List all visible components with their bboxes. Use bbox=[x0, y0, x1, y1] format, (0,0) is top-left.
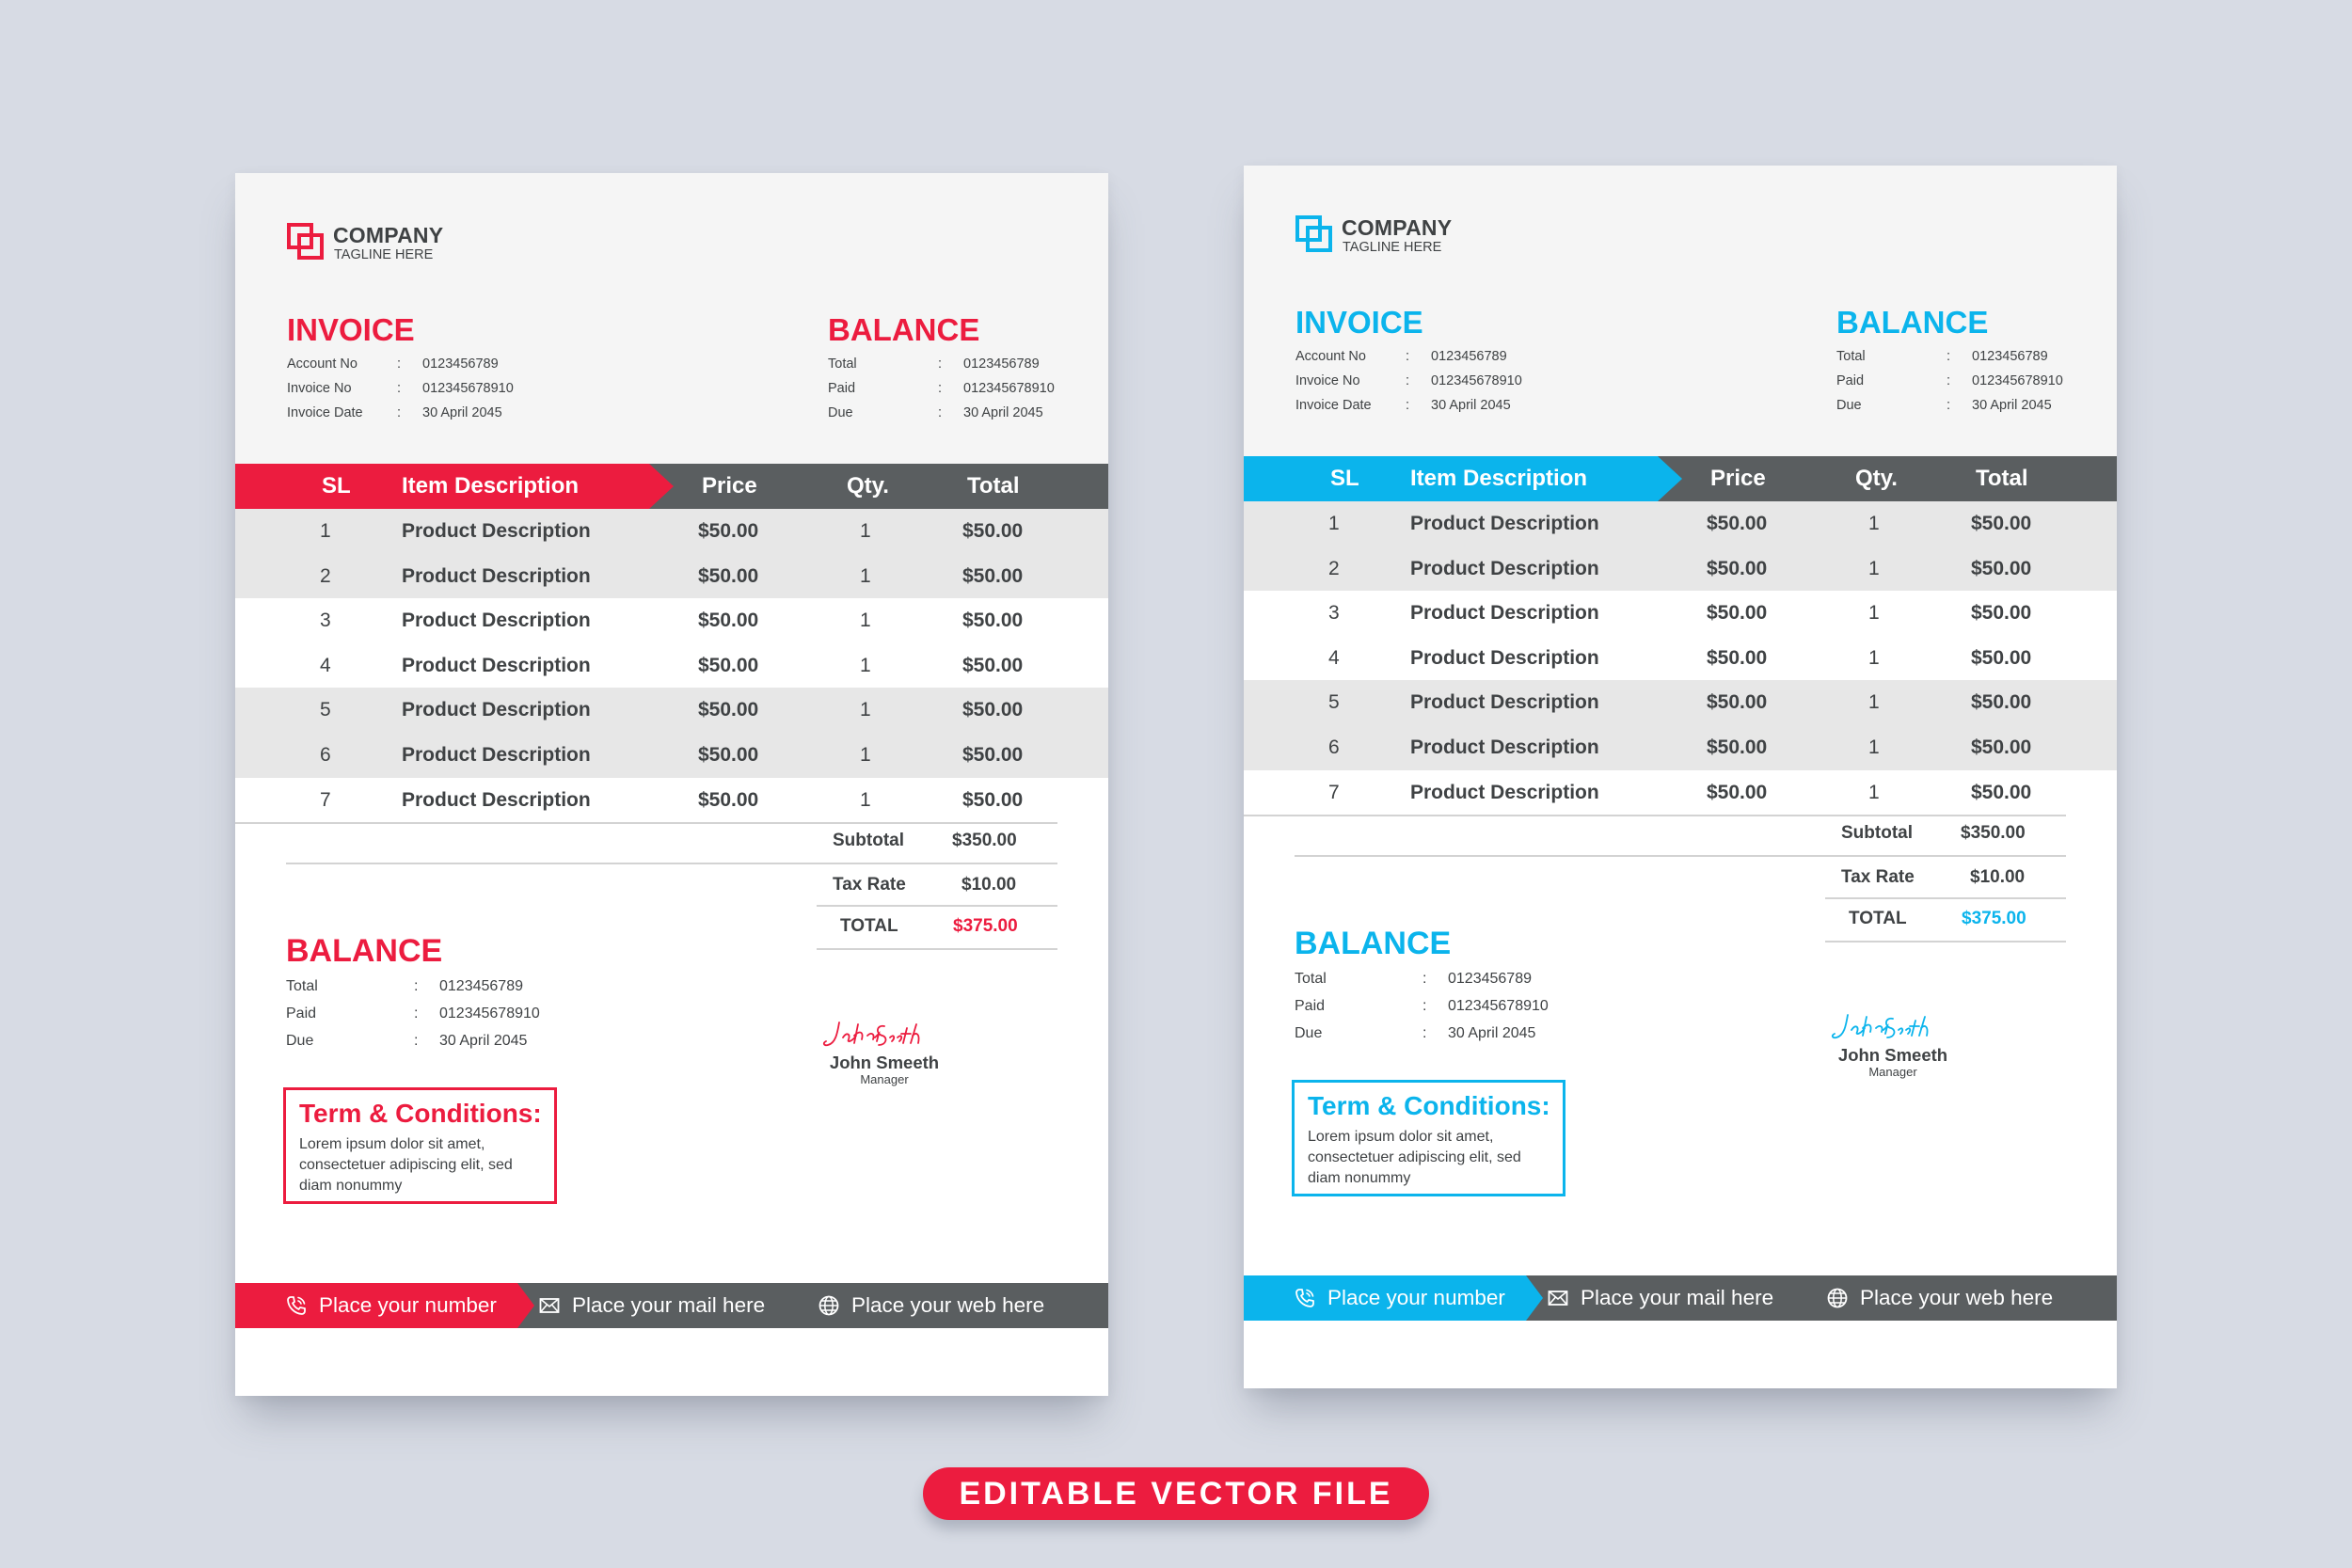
info-label: Invoice No bbox=[287, 381, 352, 396]
info-label: Invoice Date bbox=[1295, 398, 1372, 413]
info-value: 012345678910 bbox=[963, 381, 1055, 396]
cell-description: Product Description bbox=[1410, 646, 1599, 669]
balance-due-row bbox=[286, 1033, 528, 1060]
table-row bbox=[235, 733, 1108, 778]
info-value: 0123456789 bbox=[1972, 349, 2048, 364]
cell-qty: 1 bbox=[860, 699, 871, 721]
cell-total: $50.00 bbox=[1971, 646, 2032, 669]
cell-price: $50.00 bbox=[1707, 781, 1768, 803]
info-sep: : bbox=[397, 405, 402, 420]
info-value: 30 April 2045 bbox=[1972, 398, 2052, 413]
company-tagline: TAGLINE HERE bbox=[1343, 240, 1442, 255]
subtotal-value: $350.00 bbox=[952, 831, 1017, 850]
cell-sl: 6 bbox=[320, 743, 331, 766]
balance-paid-row bbox=[1295, 998, 1549, 1025]
globe-icon bbox=[818, 1294, 840, 1317]
cell-price: $50.00 bbox=[1707, 557, 1768, 579]
table-row bbox=[235, 778, 1057, 825]
mail-text: Place your mail here bbox=[572, 1293, 766, 1317]
table-row bbox=[1244, 546, 2117, 592]
cell-qty: 1 bbox=[1868, 646, 1880, 669]
cell-description: Product Description bbox=[402, 788, 591, 811]
table-body bbox=[235, 509, 1108, 824]
cell-price: $50.00 bbox=[1707, 646, 1768, 669]
info-sep: : bbox=[1947, 398, 1951, 413]
cell-qty: 1 bbox=[860, 654, 871, 676]
header-description: Item Description bbox=[1410, 466, 1588, 491]
cell-qty: 1 bbox=[860, 610, 871, 632]
web-text: Place your web here bbox=[851, 1293, 1045, 1317]
terms-body: Lorem ipsum dolor sit amet, consectetuer adipiscing elit, sed diam nonummy bbox=[1308, 1128, 1521, 1186]
cell-qty: 1 bbox=[1868, 557, 1880, 579]
cell-description: Product Description bbox=[402, 743, 591, 766]
cell-description: Product Description bbox=[402, 564, 591, 587]
tax-value: $10.00 bbox=[1970, 867, 2026, 887]
info-label: Paid bbox=[828, 381, 856, 396]
cell-total: $50.00 bbox=[1971, 513, 2032, 534]
cell-qty: 1 bbox=[860, 520, 871, 542]
info-sep: : bbox=[1406, 349, 1410, 364]
cell-price: $50.00 bbox=[1707, 691, 1768, 714]
balance-due-row bbox=[828, 405, 1043, 430]
mail-icon bbox=[538, 1294, 561, 1317]
header-qty: Qty. bbox=[1855, 466, 1898, 491]
account-no-row bbox=[1295, 349, 1507, 373]
header-sl: SL bbox=[1330, 466, 1359, 491]
info-label: Total bbox=[1836, 349, 1866, 364]
header-total: Total bbox=[967, 473, 1020, 499]
cell-total: $50.00 bbox=[962, 699, 1024, 721]
info-sep: : bbox=[938, 405, 943, 420]
cell-description: Product Description bbox=[1410, 513, 1599, 534]
signer-role: Manager bbox=[1868, 1065, 1917, 1079]
invoice-info bbox=[1295, 305, 1522, 422]
summary-divider bbox=[817, 948, 1057, 950]
info-label: Paid bbox=[1295, 998, 1326, 1014]
info-value: 30 April 2045 bbox=[1448, 1025, 1536, 1041]
table-row bbox=[1244, 501, 2117, 546]
header-description: Item Description bbox=[402, 473, 580, 499]
info-sep: : bbox=[1947, 373, 1951, 388]
balance-total-row bbox=[286, 978, 523, 1006]
total-value: $375.00 bbox=[953, 916, 1018, 936]
cell-description: Product Description bbox=[1410, 736, 1599, 758]
web-text: Place your web here bbox=[1860, 1286, 2054, 1309]
cell-total: $50.00 bbox=[962, 564, 1024, 587]
info-label: Total bbox=[286, 978, 318, 994]
invoice-title: INVOICE bbox=[287, 312, 415, 347]
cell-total: $50.00 bbox=[962, 743, 1024, 766]
info-label: Total bbox=[828, 356, 857, 372]
total-value: $375.00 bbox=[1962, 909, 2026, 928]
invoice-template-red bbox=[235, 173, 1108, 1396]
header-price: Price bbox=[1710, 466, 1766, 491]
summary-divider bbox=[1825, 897, 2066, 899]
table-row bbox=[1244, 770, 2066, 817]
info-sep: : bbox=[414, 978, 419, 994]
cell-qty: 1 bbox=[860, 743, 871, 766]
cell-qty: 1 bbox=[860, 788, 871, 811]
balance-total-row bbox=[828, 356, 1040, 381]
header-qty: Qty. bbox=[847, 473, 889, 499]
cell-sl: 5 bbox=[320, 699, 331, 721]
info-value: 30 April 2045 bbox=[1431, 398, 1511, 413]
cell-sl: 2 bbox=[1328, 557, 1340, 579]
info-value: 0123456789 bbox=[1448, 971, 1532, 987]
info-value: 30 April 2045 bbox=[963, 405, 1043, 420]
info-label: Due bbox=[1836, 398, 1862, 413]
balance-info bbox=[828, 312, 1055, 430]
info-sep: : bbox=[414, 1006, 419, 1022]
phone-icon bbox=[285, 1294, 308, 1317]
cell-qty: 1 bbox=[1868, 781, 1880, 803]
globe-icon bbox=[1826, 1287, 1849, 1309]
contact-footer bbox=[1244, 1275, 2117, 1321]
info-value: 0123456789 bbox=[422, 356, 499, 372]
cell-total: $50.00 bbox=[1971, 691, 2032, 714]
mail-icon bbox=[1547, 1287, 1569, 1309]
subtotal-value: $350.00 bbox=[1961, 823, 2026, 843]
signature-scribble bbox=[1827, 1007, 1959, 1045]
cell-price: $50.00 bbox=[1707, 602, 1768, 625]
table-row bbox=[1244, 680, 2117, 725]
invoice-no-row bbox=[1295, 373, 1522, 398]
table-row bbox=[235, 509, 1108, 554]
tax-label: Tax Rate bbox=[833, 875, 906, 895]
info-sep: : bbox=[1422, 1025, 1427, 1041]
summary-divider bbox=[286, 863, 1057, 864]
cell-price: $50.00 bbox=[698, 520, 759, 542]
cell-sl: 6 bbox=[1328, 736, 1340, 758]
balance-due-row bbox=[1295, 1025, 1536, 1053]
cell-sl: 1 bbox=[1328, 513, 1340, 534]
cell-total: $50.00 bbox=[1971, 781, 2032, 803]
balance-title: BALANCE bbox=[828, 312, 980, 347]
cell-sl: 4 bbox=[1328, 646, 1340, 669]
terms-title: Term & Conditions: bbox=[1308, 1091, 1550, 1120]
cell-sl: 1 bbox=[320, 520, 331, 542]
invoice-info bbox=[287, 312, 514, 430]
balance-paid-row bbox=[286, 1006, 540, 1033]
info-value: 012345678910 bbox=[1431, 373, 1522, 388]
cell-sl: 7 bbox=[320, 788, 331, 811]
info-value: 012345678910 bbox=[422, 381, 514, 396]
company-name: COMPANY bbox=[333, 223, 444, 247]
invoice-title: INVOICE bbox=[1295, 305, 1423, 340]
info-sep: : bbox=[938, 356, 943, 372]
cell-sl: 4 bbox=[320, 654, 331, 676]
cell-description: Product Description bbox=[402, 520, 591, 542]
summary-divider bbox=[1295, 855, 2066, 857]
terms-body: Lorem ipsum dolor sit amet, consectetuer adipiscing elit, sed diam nonummy bbox=[299, 1135, 513, 1194]
info-value: 012345678910 bbox=[439, 1006, 540, 1022]
info-label: Due bbox=[1295, 1025, 1323, 1041]
balance-info bbox=[1836, 305, 2063, 422]
cell-description: Product Description bbox=[402, 699, 591, 721]
cell-sl: 3 bbox=[1328, 602, 1340, 625]
cell-total: $50.00 bbox=[962, 654, 1024, 676]
cell-total: $50.00 bbox=[962, 520, 1024, 542]
company-tagline: TAGLINE HERE bbox=[334, 247, 434, 262]
cell-description: Product Description bbox=[1410, 691, 1599, 714]
cell-total: $50.00 bbox=[1971, 736, 2032, 758]
signer-name: John Smeeth bbox=[1837, 1045, 1948, 1065]
cell-sl: 2 bbox=[320, 564, 331, 587]
balance-total-row bbox=[1836, 349, 2048, 373]
subtotal-label: Subtotal bbox=[833, 831, 904, 850]
signature-scribble bbox=[818, 1015, 950, 1053]
cell-description: Product Description bbox=[1410, 781, 1599, 803]
cell-total: $50.00 bbox=[962, 788, 1024, 811]
summary-divider bbox=[1825, 941, 2066, 942]
cell-price: $50.00 bbox=[698, 699, 759, 721]
cell-price: $50.00 bbox=[698, 654, 759, 676]
cell-description: Product Description bbox=[402, 610, 591, 632]
table-row bbox=[235, 643, 1108, 689]
table-row bbox=[235, 688, 1108, 733]
info-sep: : bbox=[397, 356, 402, 372]
phone-text: Place your number bbox=[1327, 1286, 1505, 1309]
table-row bbox=[1244, 636, 2117, 681]
signer-name: John Smeeth bbox=[829, 1053, 940, 1072]
cell-price: $50.00 bbox=[698, 743, 759, 766]
signer-role: Manager bbox=[860, 1072, 909, 1086]
terms-box bbox=[283, 1087, 557, 1204]
info-value: 012345678910 bbox=[1448, 998, 1549, 1014]
cell-total: $50.00 bbox=[962, 610, 1024, 632]
info-label: Paid bbox=[1836, 373, 1865, 388]
table-row bbox=[235, 554, 1108, 599]
cell-qty: 1 bbox=[860, 564, 871, 587]
info-label: Account No bbox=[287, 356, 358, 372]
info-value: 012345678910 bbox=[1972, 373, 2063, 388]
subtotal-label: Subtotal bbox=[1841, 823, 1913, 843]
info-value: 0123456789 bbox=[439, 978, 523, 994]
info-value: 0123456789 bbox=[1431, 349, 1507, 364]
info-sep: : bbox=[397, 381, 402, 396]
cell-description: Product Description bbox=[1410, 557, 1599, 579]
info-label: Due bbox=[286, 1033, 314, 1049]
phone-icon bbox=[1294, 1287, 1316, 1309]
balance-summary bbox=[1295, 926, 1549, 1053]
cell-qty: 1 bbox=[1868, 691, 1880, 714]
info-value: 30 April 2045 bbox=[439, 1033, 528, 1049]
info-label: Paid bbox=[286, 1006, 317, 1022]
cell-description: Product Description bbox=[1410, 602, 1599, 625]
header-price: Price bbox=[702, 473, 757, 499]
info-label: Invoice No bbox=[1295, 373, 1360, 388]
info-label: Invoice Date bbox=[287, 405, 363, 420]
info-label: Account No bbox=[1295, 349, 1366, 364]
cell-price: $50.00 bbox=[1707, 513, 1768, 534]
total-label: TOTAL bbox=[1849, 909, 1907, 928]
company-logo-icon bbox=[286, 222, 326, 261]
cell-price: $50.00 bbox=[1707, 736, 1768, 758]
balance-summary-title: BALANCE bbox=[1295, 926, 1452, 961]
table-header bbox=[1244, 456, 2117, 501]
invoice-date-row bbox=[1295, 398, 1511, 422]
balance-paid-row bbox=[1836, 373, 2063, 398]
info-sep: : bbox=[1947, 349, 1951, 364]
balance-title: BALANCE bbox=[1836, 305, 1989, 340]
company-logo-icon bbox=[1295, 214, 1334, 254]
cell-sl: 3 bbox=[320, 610, 331, 632]
table-row bbox=[1244, 725, 2117, 770]
company-name: COMPANY bbox=[1342, 215, 1453, 240]
cell-sl: 5 bbox=[1328, 691, 1340, 714]
contact-footer bbox=[235, 1283, 1108, 1328]
cell-price: $50.00 bbox=[698, 564, 759, 587]
cell-total: $50.00 bbox=[1971, 602, 2032, 625]
info-sep: : bbox=[1406, 398, 1410, 413]
tax-value: $10.00 bbox=[961, 875, 1017, 895]
info-label: Due bbox=[828, 405, 853, 420]
info-sep: : bbox=[414, 1033, 419, 1049]
table-row bbox=[1244, 591, 2117, 636]
info-sep: : bbox=[1422, 998, 1427, 1014]
cell-qty: 1 bbox=[1868, 513, 1880, 534]
info-value: 0123456789 bbox=[963, 356, 1040, 372]
header-total: Total bbox=[1976, 466, 2028, 491]
info-sep: : bbox=[938, 381, 943, 396]
invoice-date-row bbox=[287, 405, 502, 430]
cell-qty: 1 bbox=[1868, 602, 1880, 625]
balance-summary-title: BALANCE bbox=[286, 933, 443, 969]
cell-qty: 1 bbox=[1868, 736, 1880, 758]
terms-title: Term & Conditions: bbox=[299, 1099, 542, 1128]
cell-total: $50.00 bbox=[1971, 557, 2032, 579]
total-label: TOTAL bbox=[840, 916, 898, 936]
editable-vector-badge: EDITABLE VECTOR FILE bbox=[923, 1467, 1429, 1520]
tax-label: Tax Rate bbox=[1841, 867, 1915, 887]
header-sl: SL bbox=[322, 473, 351, 499]
info-value: 30 April 2045 bbox=[422, 405, 502, 420]
terms-box bbox=[1292, 1080, 1565, 1196]
balance-paid-row bbox=[828, 381, 1055, 405]
cell-sl: 7 bbox=[1328, 781, 1340, 803]
mail-text: Place your mail here bbox=[1581, 1286, 1774, 1309]
cell-price: $50.00 bbox=[698, 610, 759, 632]
table-header bbox=[235, 464, 1108, 509]
summary-divider bbox=[817, 905, 1057, 907]
account-no-row bbox=[287, 356, 499, 381]
balance-total-row bbox=[1295, 971, 1532, 998]
balance-due-row bbox=[1836, 398, 2052, 422]
info-sep: : bbox=[1406, 373, 1410, 388]
info-label: Total bbox=[1295, 971, 1327, 987]
info-sep: : bbox=[1422, 971, 1427, 987]
cell-description: Product Description bbox=[402, 654, 591, 676]
cell-price: $50.00 bbox=[698, 788, 759, 811]
phone-text: Place your number bbox=[319, 1293, 497, 1317]
invoice-no-row bbox=[287, 381, 514, 405]
balance-summary bbox=[286, 933, 540, 1060]
table-row bbox=[235, 598, 1108, 643]
invoice-template-blue bbox=[1244, 166, 2117, 1388]
table-body bbox=[1244, 501, 2117, 816]
